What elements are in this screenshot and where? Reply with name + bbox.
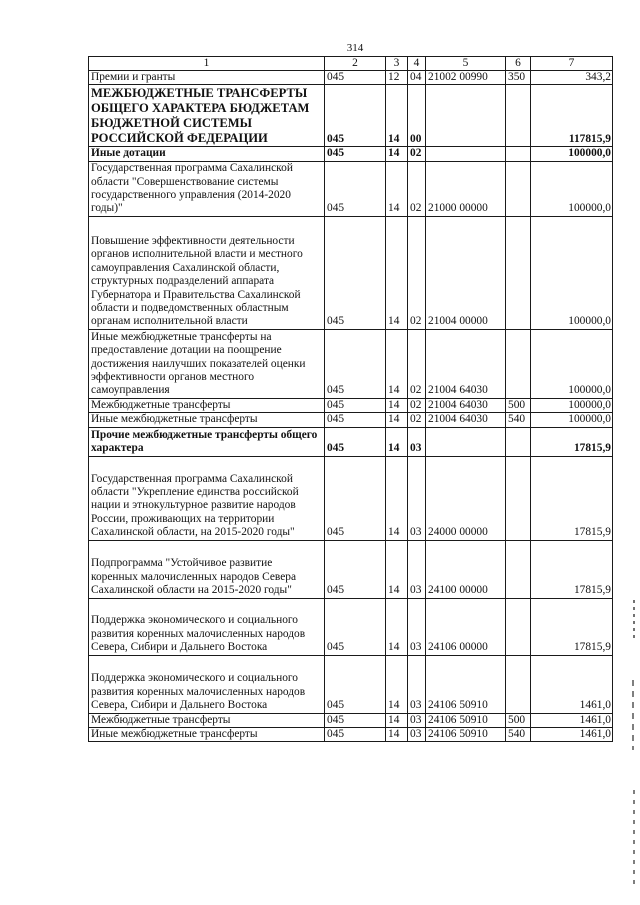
row-subsection-cell: 03 [408,540,426,598]
row-subsection-cell: 02 [408,161,426,216]
row-target-article-cell [426,427,506,456]
row-subsection-cell: 03 [408,713,426,727]
row-target-article-cell: 24106 50910 [426,728,506,742]
row-expense-type-cell: 500 [506,713,531,727]
row-target-article-cell: 24106 50910 [426,655,506,713]
row-section-cell: 14 [386,655,408,713]
row-section-cell: 12 [386,71,408,85]
row-amount-cell: 17815,9 [531,456,613,540]
row-target-article-cell: 21002 00990 [426,71,506,85]
table-row [89,161,613,216]
table-row [89,147,613,161]
row-amount-cell: 1461,0 [531,655,613,713]
row-expense-type-cell [506,85,531,147]
table-row [89,655,613,713]
table-row [89,456,613,540]
row-admin-code-cell: 045 [325,728,386,742]
row-name-cell: Иные дотации [89,147,325,161]
row-target-article-cell: 24000 00000 [426,456,506,540]
row-subsection-cell: 03 [408,427,426,456]
page-number: 314 [346,42,364,54]
row-expense-type-cell: 540 [506,728,531,742]
row-target-article-cell: 24106 00000 [426,598,506,655]
row-subsection-cell: 03 [408,456,426,540]
row-amount-cell: 100000,0 [531,147,613,161]
row-name-cell: Прочие межбюджетные трансферты общего характера [89,427,325,456]
row-section-cell: 14 [386,713,408,727]
row-expense-type-cell [506,598,531,655]
row-subsection-cell: 04 [408,71,426,85]
row-amount-cell: 17815,9 [531,540,613,598]
row-section-cell: 14 [386,85,408,147]
row-target-article-cell: 21004 64030 [426,329,506,398]
row-name-cell: Государственная программа Сахалинской области "Совершенствование системы государственного управления (2014-2020 годы)" [89,161,325,216]
table-row [89,85,613,147]
row-name-cell: МЕЖБЮДЖЕТНЫЕ ТРАНСФЕРТЫ ОБЩЕГО ХАРАКТЕРА БЮДЖЕТАМ БЮДЖЕТНОЙ СИСТЕМЫ РОССИЙСКОЙ ФЕДЕРАЦИИ [89,85,325,147]
row-target-article-cell [426,147,506,161]
row-name-cell: Подпрограмма "Устойчивое развитие коренных малочисленных народов Севера Сахалинской области на 2015-2020 годы" [89,540,325,598]
row-admin-code-cell: 045 [325,398,386,412]
table-row [89,398,613,412]
row-target-article-cell: 21004 64030 [426,413,506,427]
header-col-5: 5 [426,57,506,71]
header-col-4: 4 [408,57,426,71]
table-row [89,71,613,85]
row-expense-type-cell [506,161,531,216]
row-amount-cell: 100000,0 [531,329,613,398]
row-expense-type-cell [506,329,531,398]
row-amount-cell: 1461,0 [531,728,613,742]
row-admin-code-cell: 045 [325,413,386,427]
row-amount-cell: 117815,9 [531,85,613,147]
row-admin-code-cell: 045 [325,655,386,713]
row-amount-cell: 100000,0 [531,216,613,329]
row-admin-code-cell: 045 [325,85,386,147]
row-name-cell: Межбюджетные трансферты [89,713,325,727]
row-name-cell: Иные межбюджетные трансферты [89,413,325,427]
row-expense-type-cell: 350 [506,71,531,85]
row-section-cell: 14 [386,427,408,456]
row-section-cell: 14 [386,728,408,742]
scan-edge-marks [628,600,640,900]
row-section-cell: 14 [386,456,408,540]
row-amount-cell: 17815,9 [531,598,613,655]
row-name-cell: Иные межбюджетные трансферты на предоставление дотации на поощрение достижения наилучших показателей оценки эффективности органов местного самоуправления [89,329,325,398]
row-admin-code-cell: 045 [325,216,386,329]
header-col-2: 2 [325,57,386,71]
row-admin-code-cell: 045 [325,71,386,85]
row-expense-type-cell [506,540,531,598]
row-target-article-cell: 24100 00000 [426,540,506,598]
table-row [89,329,613,398]
row-name-cell: Государственная программа Сахалинской области "Укрепление единства российской нации и этнокультурное развитие народов России, проживающих на территории Сахалинской области, на 2015-2020 годы" [89,456,325,540]
row-subsection-cell: 00 [408,85,426,147]
row-expense-type-cell: 540 [506,413,531,427]
row-section-cell: 14 [386,413,408,427]
header-col-7: 7 [531,57,613,71]
row-admin-code-cell: 045 [325,161,386,216]
row-name-cell: Межбюджетные трансферты [89,398,325,412]
row-expense-type-cell [506,216,531,329]
table-row [89,413,613,427]
row-section-cell: 14 [386,216,408,329]
row-admin-code-cell: 045 [325,427,386,456]
row-target-article-cell [426,85,506,147]
table-row [89,427,613,456]
row-name-cell: Поддержка экономического и социального развития коренных малочисленных народов Севера, Сибири и Дальнего Востока [89,598,325,655]
row-amount-cell: 343,2 [531,71,613,85]
row-name-cell: Повышение эффективности деятельности органов исполнительной власти и местного самоуправления Сахалинской области, структурных подразделений аппарата Губернатора и Правительства Сахалинской области и подведомственных областным органам исполнительной власти [89,216,325,329]
header-col-6: 6 [506,57,531,71]
row-subsection-cell: 03 [408,728,426,742]
row-admin-code-cell: 045 [325,329,386,398]
row-section-cell: 14 [386,147,408,161]
row-subsection-cell: 02 [408,398,426,412]
table-row [89,216,613,329]
header-col-1: 1 [89,57,325,71]
row-expense-type-cell [506,655,531,713]
row-section-cell: 14 [386,329,408,398]
row-name-cell: Иные межбюджетные трансферты [89,728,325,742]
row-target-article-cell: 24106 50910 [426,713,506,727]
header-col-3: 3 [386,57,408,71]
table-row [89,713,613,727]
header-row [89,57,613,71]
table-row [89,540,613,598]
row-subsection-cell: 02 [408,147,426,161]
row-subsection-cell: 03 [408,598,426,655]
row-admin-code-cell: 045 [325,147,386,161]
row-target-article-cell: 21004 64030 [426,398,506,412]
row-admin-code-cell: 045 [325,540,386,598]
row-expense-type-cell [506,456,531,540]
row-amount-cell: 1461,0 [531,713,613,727]
table-body [89,71,613,742]
table-row [89,728,613,742]
row-admin-code-cell: 045 [325,456,386,540]
row-target-article-cell: 21004 00000 [426,216,506,329]
row-subsection-cell: 02 [408,216,426,329]
row-amount-cell: 100000,0 [531,413,613,427]
row-admin-code-cell: 045 [325,713,386,727]
row-expense-type-cell [506,427,531,456]
row-name-cell: Премии и гранты [89,71,325,85]
row-expense-type-cell: 500 [506,398,531,412]
row-target-article-cell: 21000 00000 [426,161,506,216]
row-amount-cell: 100000,0 [531,398,613,412]
row-subsection-cell: 03 [408,655,426,713]
row-expense-type-cell [506,147,531,161]
row-subsection-cell: 02 [408,413,426,427]
budget-table [88,56,613,742]
row-admin-code-cell: 045 [325,598,386,655]
table-row [89,598,613,655]
row-section-cell: 14 [386,598,408,655]
row-amount-cell: 17815,9 [531,427,613,456]
row-name-cell: Поддержка экономического и социального развития коренных малочисленных народов Севера, Сибири и Дальнего Востока [89,655,325,713]
row-amount-cell: 100000,0 [531,161,613,216]
row-section-cell: 14 [386,540,408,598]
row-subsection-cell: 02 [408,329,426,398]
row-section-cell: 14 [386,161,408,216]
row-section-cell: 14 [386,398,408,412]
